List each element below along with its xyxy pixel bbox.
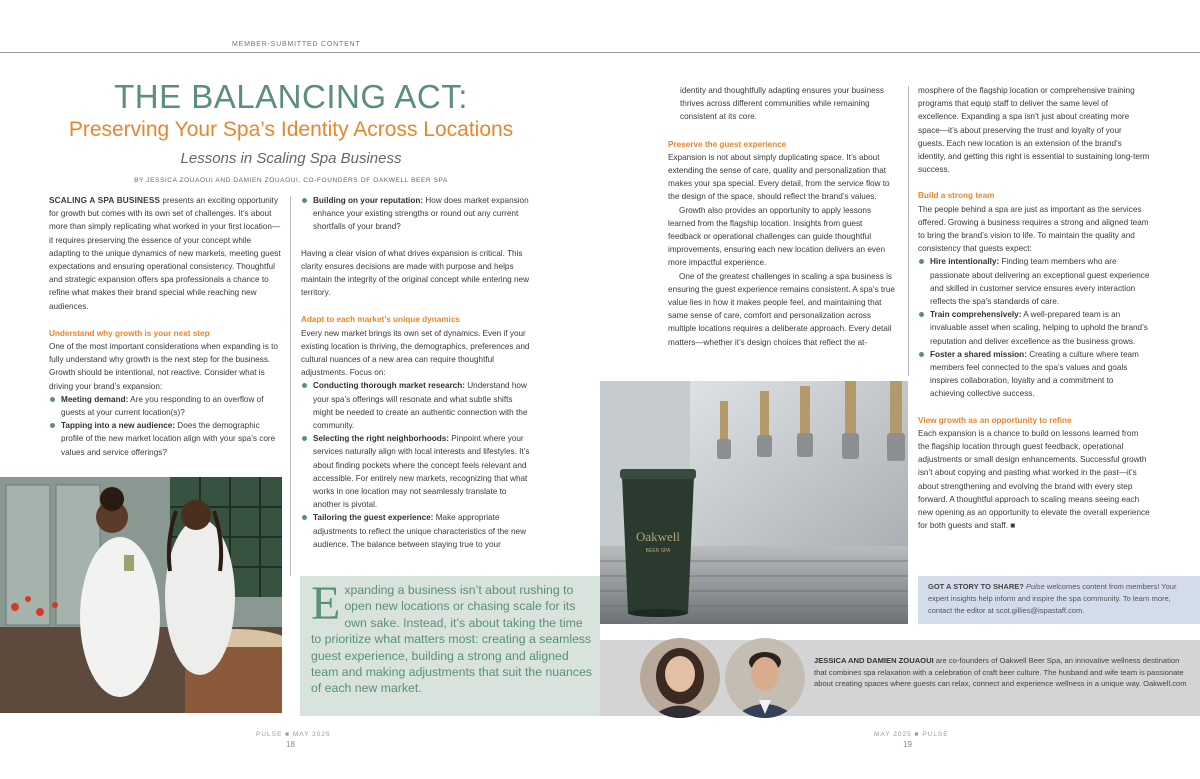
paragraph: identity and thoughtfully adapting ensures your business thrives across different communities while remaining consistent at its core. <box>680 86 884 122</box>
column-4 <box>918 84 1150 533</box>
paragraph: Every new market brings its own set of dynamics. Even if your existing location is thriving, the demographics, preferences and cultural nuances of a new area can require thoughtful adjustments. Focus on: <box>301 328 530 378</box>
drop-cap: E <box>311 577 341 630</box>
subheading-growth: Understand why growth is your next step <box>49 328 210 338</box>
bullet-list <box>301 379 532 551</box>
end-mark: ■ <box>1007 521 1016 531</box>
bullet-list <box>49 393 282 459</box>
header-rule <box>0 52 1200 53</box>
column-1 <box>49 194 282 459</box>
paragraph: Each expansion is a chance to build on lessons learned from the flagship location through guest feedback, operational adjustments or small design enhancements. Successful growth isn’t about copying and pasting what worked in the past—it’s about strengthening and evolving the brand with every step forward. A thoughtful approach to scaling means seeing each new opening as an opportunity to elevate the overall experience for both guests and staff. ■ <box>918 428 1150 531</box>
footer-left-label: PULSE ■ MAY 2025 <box>256 731 331 738</box>
beer-tap-cup-photo <box>600 381 908 624</box>
pull-quote <box>300 576 600 716</box>
section-label: MEMBER-SUBMITTED CONTENT <box>232 41 361 48</box>
paragraph: Having a clear vision of what drives expansion is critical. This clarity ensures decisions are made with purpose and helps maintain the integrity of the original concept while entering new territory. <box>301 248 530 298</box>
bio-text: JESSICA AND DAMIEN ZOUAOUI are co-founders of Oakwell Beer Spa, an innovative wellness destination that combines spa relaxation with a celebration of craft beer culture. The husband and wife team is passionate about creating spaces where guests can relax, connect and experience wellness in a unique way. Oakwell.com <box>814 656 1187 689</box>
article-byline: BY JESSICA ZOUAOUI AND DAMIEN ZOUAOUI, CO-FOUNDERS OF OAKWELL BEER SPA <box>134 177 448 184</box>
story-text: GOT A STORY TO SHARE? Pulse welcomes content from members! Your expert insights help inform and inspire the spa community. To learn more, contact the editor at scot.gillies@ispastaff.com. <box>928 582 1177 615</box>
list-item: Train comprehensively: A well-prepared team is an invaluable asset when scaling, helping to uphold the brand’s reputation and deliver excellence as the business grows. <box>918 308 1150 348</box>
subheading-preserve: Preserve the guest experience <box>668 139 787 149</box>
list-item: Foster a shared mission: Creating a culture where team members feel connected to the spa’s values and goals inspires collaboration, loyalty and a commitment to achieving collective success. <box>918 348 1150 401</box>
cup-subbrand: BEER SPA <box>645 548 671 554</box>
list-item: Tapping into a new audience: Does the demographic profile of the new market location align with your spa’s core values and service offerings? <box>49 419 282 459</box>
avatar <box>725 638 805 718</box>
paragraph: mosphere of the flagship location or comprehensive training programs that equip staff to deliver the same level of excellence. Expanding a spa isn’t just about creating more space—it’s about preserving the trust and loyalty of your guests. Each new location is an extension of the brand’s identity, and getting this right is essential to sustaining long-term success. <box>918 86 1150 175</box>
paragraph: The people behind a spa are just as important as the services offered. Growing a business requires a strong and aligned team to bring the brand’s vision to life. To maintain the quality and consistency that guests expect: <box>918 204 1149 254</box>
column-divider <box>290 196 291 576</box>
article-kicker: Lessons in Scaling Spa Business <box>180 150 402 167</box>
list-item: Meeting demand: Are you responding to an overflow of guests at your current location(s)? <box>49 393 282 419</box>
pull-quote-text: Expanding a business isn’t about rushing to open new locations or chasing scale for its own sake. Instead, it’s about taking the time to prioritize what matters most: creating a seamless guest experience, building a strong and aligned team and making adjustments that suit the nuances of each new market. <box>311 577 592 696</box>
article-subtitle: Preserving Your Spa’s Identity Across Locations <box>68 118 514 141</box>
page-number-right: 19 <box>903 740 912 749</box>
bullet-list <box>918 255 1150 400</box>
cup-brand: Oakwell <box>635 529 681 544</box>
subheading-adapt: Adapt to each market’s unique dynamics <box>301 315 460 325</box>
column-divider <box>908 86 909 376</box>
paragraph: One of the most important considerations when expanding is to fully understand why growth is the next step for the business. Growth should be intentional, not reactive. Consider what is driving your brand’s expansion: <box>49 342 278 391</box>
column-2 <box>301 194 532 551</box>
footer-right-label: MAY 2025 ■ PULSE <box>874 731 949 738</box>
paragraph: Expansion is not about simply duplicating space. It’s about extending the sense of care, quality and personalization that makes your spa special. Every detail, from the service flow to the design of the space, should reflect the brand’s values. <box>668 152 890 202</box>
list-item: Tailoring the guest experience: Make appropriate adjustments to reflect the unique characteristics of the new audience. The balance between staying true to your <box>301 511 532 551</box>
story-callout <box>918 576 1200 624</box>
author-bio <box>600 640 1200 716</box>
spa-couple-photo <box>0 477 282 713</box>
paragraph: Growth also provides an opportunity to apply lessons learned from the flagship location. Insights from guest feedback or operational challenges can guide thoughtful improvements, ensuring each new location delivers an even more impactful experience. <box>668 205 886 268</box>
list-item: Hire intentionally: Finding team members who are passionate about delivering an exceptional guest experience and skilled in customer service ensures every interaction reflects the spa’s standards of care. <box>918 255 1150 308</box>
paragraph: One of the greatest challenges in scaling a spa business is ensuring the guest experience remains consistent. A spa’s true value lies in how it makes people feel, and maintaining that same sense of care, comfort and personalization across multiple locations requires a deliberate approach. Every detail matters—whether it’s design choices that reflect the at- <box>668 271 895 347</box>
list-item: Building on your reputation: How does market expansion enhance your existing strengths or round out any current shortfalls of your brand? <box>301 194 532 234</box>
column-3 <box>668 84 897 349</box>
page-number-left: 18 <box>286 740 295 749</box>
article-title: THE BALANCING ACT: <box>114 78 468 115</box>
intro-paragraph: SCALING A SPA BUSINESS presents an exciting opportunity for growth but comes with its own set of challenges. It’s about more than simply replicating what worked in your first location—it requires preserving the essence of your concept while adapting to the unique dynamics of new markets, meeting guest expectations and ensuring operational consistency. Thoughtful and strategic expansion offers spa professionals a chance to refine what makes their brand special while reaching new audiences. <box>49 196 281 311</box>
bullet-list <box>301 194 532 234</box>
subheading-refine: View growth as an opportunity to refine <box>918 415 1072 425</box>
list-item: Conducting thorough market research: Understand how your spa’s offerings will resonate and what subtle shifts might be needed to create an authentic connection with the community. <box>301 379 532 432</box>
list-item: Selecting the right neighborhoods: Pinpoint where your services naturally align with local interests and lifestyles. It’s about finding pockets where the concept feels relevant and accessible. For entirely new markets, recognizing that what works in one location may not seamlessly translate to another is pivotal. <box>301 432 532 511</box>
subheading-team: Build a strong team <box>918 191 995 201</box>
avatar <box>640 638 720 718</box>
